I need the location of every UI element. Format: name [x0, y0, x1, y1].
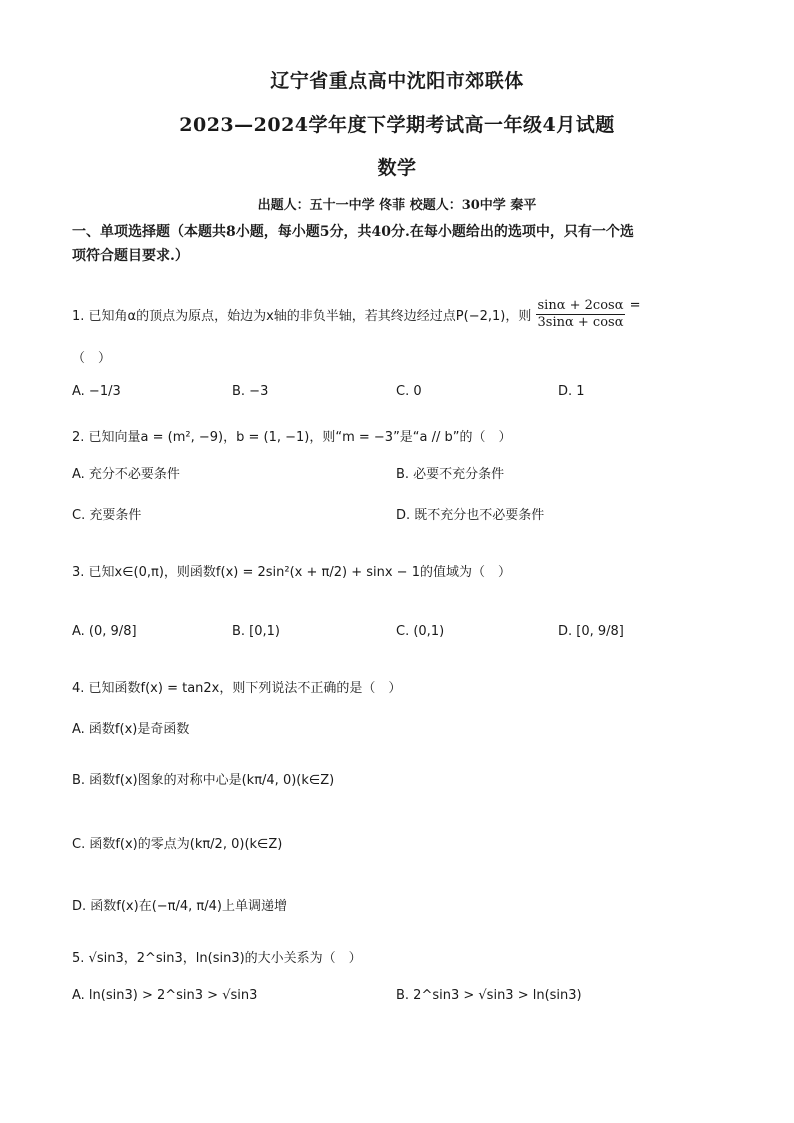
- exam-authors: 出题人：五十一中学 佟菲 校题人：30中学 秦平: [257, 198, 537, 213]
- question-5-text: 5. √sin3，2^sin3，ln(sin3)的大小关系为（ ）: [72, 951, 362, 966]
- section-heading: [72, 220, 752, 268]
- question-1-option-a[interactable]: A. −1/3: [72, 384, 121, 399]
- question-4-option-b[interactable]: B. 函数f(x)图象的对称中心是(kπ/4, 0)(k∈Z): [72, 773, 335, 788]
- section-heading-line2: 项符合题目要求.）: [72, 248, 189, 264]
- question-2-text: 2. 已知向量a = (m², −9)，b = (1, −1)，则“m = −3”是“a // b”的（ ）: [72, 430, 512, 445]
- question-3-text: 3. 已知x∈(0,π)，则函数f(x) = 2sin²(x + π/2) + sinx − 1的值域为（ ）: [72, 565, 511, 580]
- exam-title-line2: 2023—2024学年度下学期考试高一年级4月试题: [179, 114, 615, 136]
- question-1-paren: （ ）: [72, 351, 112, 366]
- question-1-tail: =: [629, 298, 641, 313]
- question-3-option-c[interactable]: C. (0,1): [396, 624, 445, 639]
- question-4-option-d[interactable]: D. 函数f(x)在(−π/4, π/4)上单调递增: [72, 899, 287, 914]
- question-3-option-d[interactable]: D. [0, 9/8]: [558, 624, 624, 639]
- question-2-option-d[interactable]: D. 既不充分也不必要条件: [396, 508, 545, 523]
- question-2-option-a[interactable]: A. 充分不必要条件: [72, 467, 180, 482]
- question-1-fraction: [536, 298, 626, 331]
- question-1-text: 1. 已知角α的顶点为原点，始边为x轴的非负半轴，若其终边经过点P(−2,1)，则: [72, 309, 532, 324]
- question-2-option-c[interactable]: C. 充要条件: [72, 508, 142, 523]
- question-1-frac-numerator: sinα + 2cosα: [537, 298, 624, 313]
- question-4-option-a[interactable]: A. 函数f(x)是奇函数: [72, 722, 190, 737]
- section-heading-line1: 一、单项选择题（本题共8小题，每小题5分，共40分.在每小题给出的选项中，只有一个选: [72, 224, 634, 240]
- question-1-option-d[interactable]: D. 1: [558, 384, 585, 399]
- question-3-option-a[interactable]: A. (0, 9/8]: [72, 624, 137, 639]
- question-4-option-c[interactable]: C. 函数f(x)的零点为(kπ/2, 0)(k∈Z): [72, 837, 283, 852]
- exam-title-line1: 辽宁省重点高中沈阳市郊联体: [270, 70, 524, 92]
- question-1-option-c[interactable]: C. 0: [396, 384, 422, 399]
- question-4-text: 4. 已知函数f(x) = tan2x，则下列说法不正确的是（ ）: [72, 681, 402, 696]
- question-1-option-b[interactable]: B. −3: [232, 384, 269, 399]
- question-2-option-b[interactable]: B. 必要不充分条件: [396, 467, 505, 482]
- question-1: [72, 298, 641, 331]
- question-5-option-b[interactable]: B. 2^sin3 > √sin3 > ln(sin3): [396, 988, 582, 1003]
- question-1-frac-denominator: 3sinα + cosα: [537, 315, 624, 330]
- exam-subject: 数学: [377, 157, 417, 179]
- question-5-option-a[interactable]: A. ln(sin3) > 2^sin3 > √sin3: [72, 988, 258, 1003]
- question-3-option-b[interactable]: B. [0,1): [232, 624, 281, 639]
